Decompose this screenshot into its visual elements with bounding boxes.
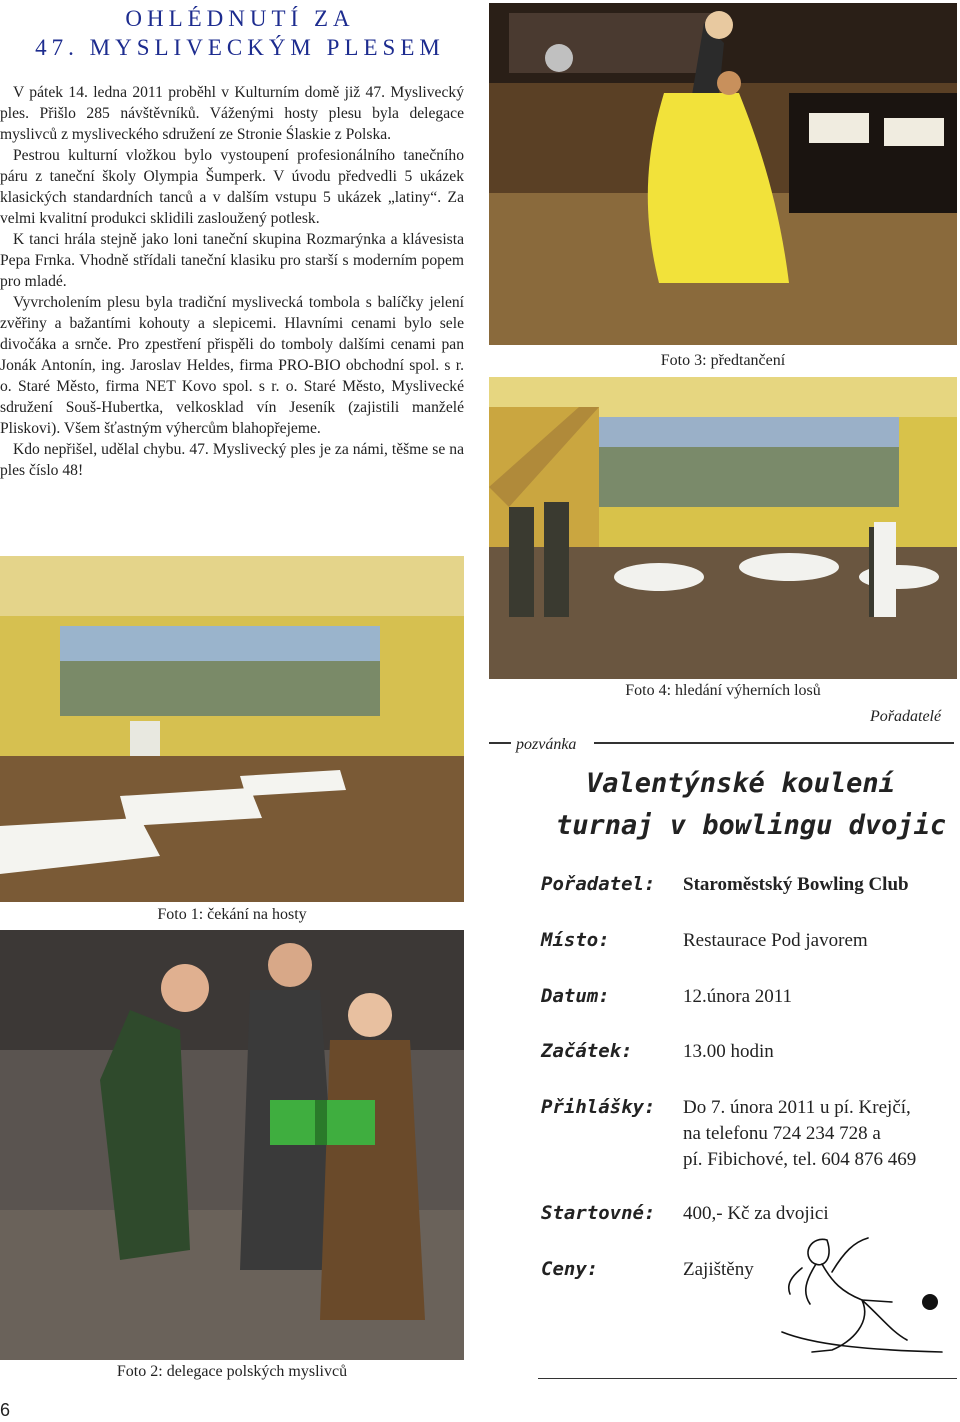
invitation-title: Valentýnské koulení [586,768,895,799]
label-start: Začátek: [541,1040,633,1062]
divider-right [594,742,954,744]
value-registration-line1: Do 7. února 2011 u pí. Krejčí, [683,1097,911,1118]
article-paragraph: V pátek 14. ledna 2011 proběhl v Kulturním domě již 47. Myslivecký ples. Přišlo 285 návštěvníků. Váženými hosty plesu byla delegace myslivců z mysliveckého sdružení ze Stronie Ślaskie z Polska. [0,84,464,143]
value-registration-line2: na telefonu 724 234 728 a [683,1123,881,1144]
label-organizer: Pořadatel: [541,873,656,895]
photo2-caption: Foto 2: delegace polských myslivců [116,1363,348,1380]
photo4-caption: Foto 4: hledání výherních losů [625,682,821,699]
label-place: Místo: [541,929,610,951]
photo1-caption: Foto 1: čekání na hosty [157,906,307,923]
value-place: Restaurace Pod javorem [683,930,868,951]
article-title-line2: 47. MYSLIVECKÝM PLESEM [35,35,445,60]
article-paragraph: Vyvrcholením plesu byla tradiční myslivecká tombola s balíčky jelení zvěřiny a bažantími kohouty a slepicemi. Hlavními cenami bylo sele divočáka a srnče. Pro zpestření přispěli do tomboly dalšími cenami pan Jonák Antonín, ing. Jaroslav Heldes, firma PRO-BIO obchodní spol. s r. o. Staré Město, firma NET Kovo spol. s r. o. Staré Město, Myslivecké sdružení Souš-Hubertka, velkosklad vín Jeseník (zajistili manželé Pliskovi). Všem šťastným výhercům blahopřejeme. [0,294,464,437]
photo-hall-guests [489,377,957,679]
article-title-line1: OHLÉDNUTÍ ZA [125,6,355,31]
bowler-sketch-icon [772,1232,957,1364]
value-fee: 400,- Kč za dvojici [683,1203,829,1224]
photo-polish-delegation [0,930,464,1360]
label-date: Datum: [541,985,610,1007]
article-paragraph: K tanci hrála stejně jako loni taneční skupina Rozmarýnka a klávesista Pepa Frnka. Vhodně střídali taneční klasiku pro starší s moderním popem pro mladé. [0,231,464,290]
invitation-label: pozvánka [516,736,577,753]
value-organizer: Staroměstský Bowling Club [683,874,909,895]
photo3-caption: Foto 3: předtančení [660,352,786,369]
photo-empty-hall [0,556,464,902]
label-prizes: Ceny: [541,1258,599,1280]
value-date: 12.února 2011 [683,986,793,1007]
value-prizes: Zajištěny [683,1259,754,1280]
divider-left [489,742,511,744]
page-number: 6 [0,1400,11,1420]
invitation-subtitle: turnaj v bowlingu dvojic [556,810,947,841]
organizers-signature: Pořadatelé [870,708,942,725]
label-registration: Přihlášky: [541,1096,656,1118]
article-paragraph: Kdo nepřišel, udělal chybu. 47. Myslivecký ples je za námi, těšme se na ples číslo 48! [0,441,464,479]
article-title [0,4,480,62]
value-registration-line3: pí. Fibichové, tel. 604 876 469 [683,1149,917,1170]
label-fee: Startovné: [541,1202,656,1224]
value-start: 13.00 hodin [683,1041,774,1062]
invitation-bottom-rule [538,1378,957,1379]
article-body [0,82,464,481]
article-paragraph: Pestrou kulturní vložkou bylo vystoupení profesionálního tanečního páru z taneční školy Olympia Šumperk. V úvodu předvedli 5 ukázek klasických standardních tanců a v dalším vstupu 5 ukázek „latiny“. Za velmi kvalitní produkci sklidili zasloužený potlesk. [0,147,464,227]
photo-dance-performance [489,3,957,345]
